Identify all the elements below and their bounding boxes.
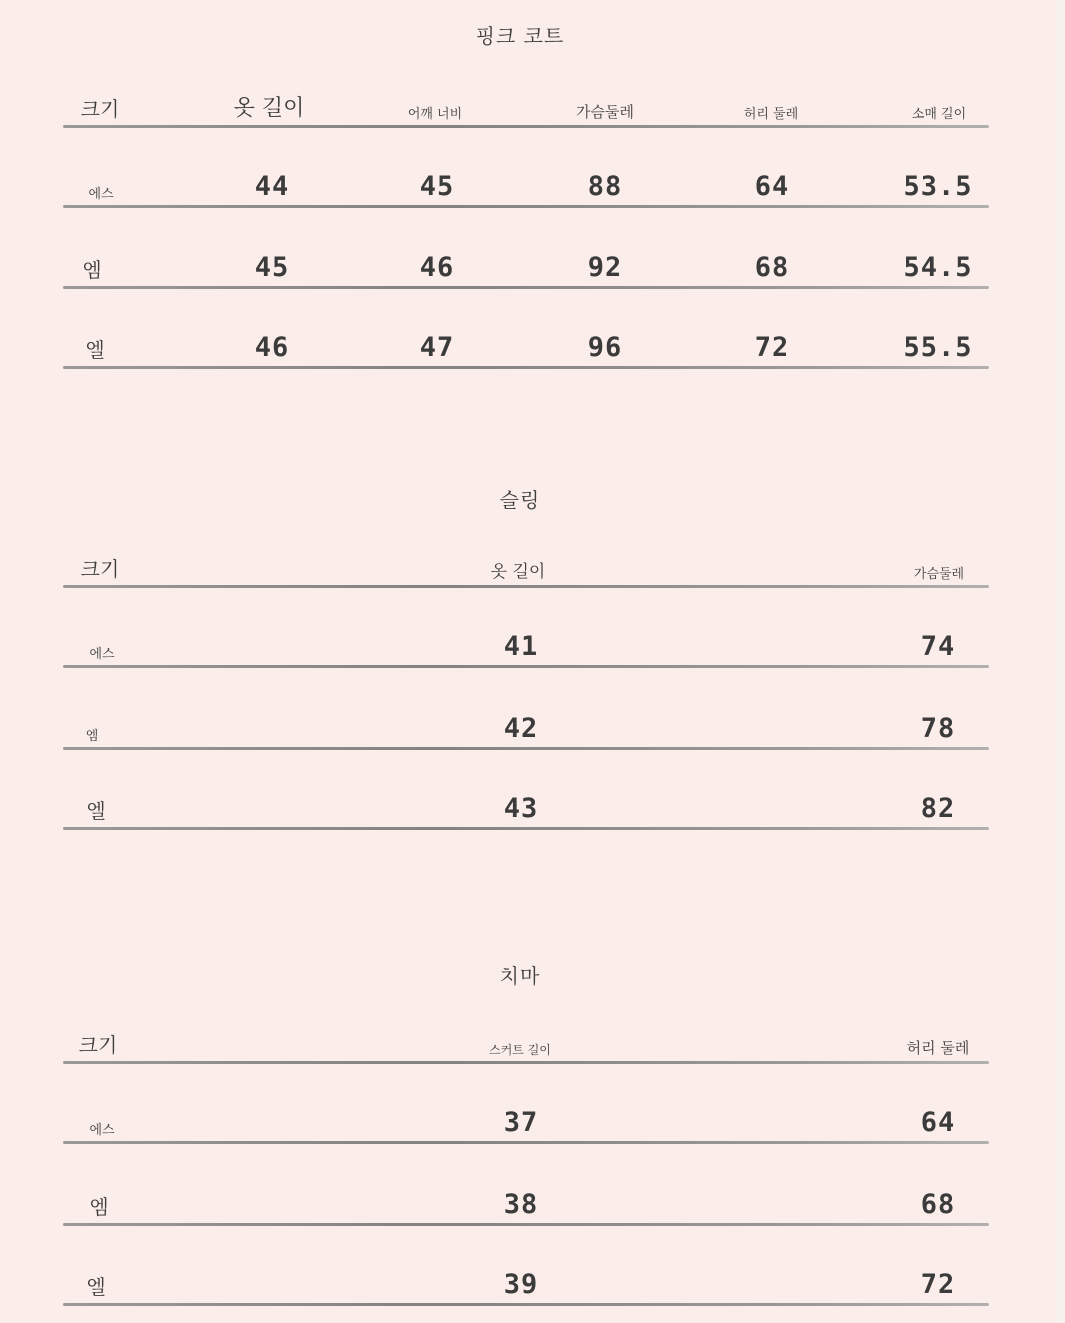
- column-header-size: 크기: [80, 557, 120, 581]
- size-label: 에스: [89, 647, 115, 662]
- divider-line: [63, 1223, 989, 1226]
- value-cell: 39: [503, 1269, 539, 1300]
- section-title: 슬링: [499, 488, 541, 512]
- header-row: [63, 88, 989, 128]
- value-cell: 55.5: [903, 332, 973, 363]
- column-header-waist: 허리 둘레: [743, 107, 799, 122]
- size-label: 에스: [88, 187, 114, 202]
- column-header-length: 옷 길이: [233, 96, 305, 121]
- value-cell: 72: [920, 1269, 956, 1300]
- value-cell: 54.5: [903, 252, 973, 283]
- column-header-skirt-length: 스커트 길이: [489, 1043, 551, 1057]
- column-header-size: 크기: [80, 97, 120, 121]
- divider-line: [63, 665, 989, 668]
- table-row: [63, 1266, 989, 1306]
- divider-line: [63, 585, 989, 588]
- value-cell: 37: [503, 1107, 539, 1138]
- divider-line: [63, 747, 989, 750]
- value-cell: 45: [419, 171, 455, 202]
- size-label: 엘: [85, 338, 105, 362]
- value-cell: 82: [920, 793, 956, 824]
- section-title: 핑크 코트: [475, 24, 565, 48]
- value-cell: 42: [503, 713, 539, 744]
- value-cell: 45: [254, 252, 290, 283]
- divider-line: [63, 125, 989, 128]
- value-cell: 72: [754, 332, 790, 363]
- column-header-chest: 가슴둘레: [913, 567, 965, 582]
- value-cell: 64: [920, 1107, 956, 1138]
- value-cell: 74: [920, 631, 956, 662]
- column-header-sleeve: 소매 길이: [911, 107, 967, 122]
- size-label: 엠: [89, 1195, 109, 1219]
- right-edge-strip: [1057, 0, 1065, 1323]
- table-row: [63, 168, 989, 208]
- size-label: 엠: [85, 729, 99, 744]
- size-label: 에스: [89, 1123, 115, 1138]
- column-header-length: 옷 길이: [490, 562, 546, 582]
- column-header-shoulder: 어깨 너비: [407, 107, 463, 122]
- value-cell: 47: [419, 332, 455, 363]
- value-cell: 88: [587, 171, 623, 202]
- column-header-size: 크기: [78, 1033, 118, 1057]
- table-row: [63, 1186, 989, 1226]
- value-cell: 64: [754, 171, 790, 202]
- divider-line: [63, 205, 989, 208]
- table-row: [63, 790, 989, 830]
- divider-line: [63, 286, 989, 289]
- value-cell: 38: [503, 1189, 539, 1220]
- header-row: [63, 548, 989, 588]
- table-row: [63, 249, 989, 289]
- size-label: 엘: [86, 799, 106, 823]
- value-cell: 68: [754, 252, 790, 283]
- value-cell: 53.5: [903, 171, 973, 202]
- divider-line: [63, 366, 989, 369]
- value-cell: 96: [587, 332, 623, 363]
- table-row: [63, 329, 989, 369]
- divider-line: [63, 1303, 989, 1306]
- value-cell: 43: [503, 793, 539, 824]
- value-cell: 44: [254, 171, 290, 202]
- column-header-waist: 허리 둘레: [906, 1039, 970, 1057]
- table-row: [63, 710, 989, 750]
- divider-line: [63, 1061, 989, 1064]
- size-label: 엠: [82, 258, 102, 282]
- value-cell: 78: [920, 713, 956, 744]
- value-cell: 46: [419, 252, 455, 283]
- table-row: [63, 628, 989, 668]
- divider-line: [63, 1141, 989, 1144]
- value-cell: 92: [587, 252, 623, 283]
- divider-line: [63, 827, 989, 830]
- value-cell: 46: [254, 332, 290, 363]
- column-header-chest: 가슴둘레: [576, 103, 634, 121]
- value-cell: 68: [920, 1189, 956, 1220]
- header-row: [63, 1024, 989, 1064]
- value-cell: 41: [503, 631, 539, 662]
- section-title: 치마: [499, 964, 541, 988]
- table-row: [63, 1104, 989, 1144]
- size-label: 엘: [86, 1275, 106, 1299]
